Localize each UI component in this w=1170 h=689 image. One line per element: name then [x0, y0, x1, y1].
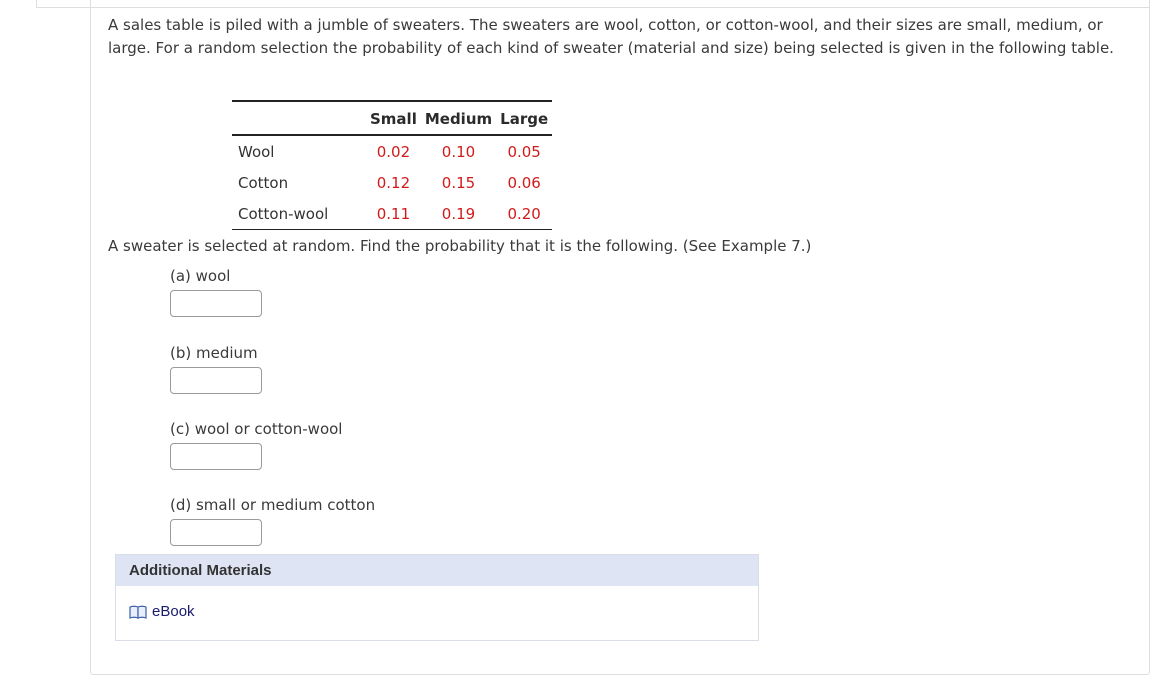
additional-materials-title: Additional Materials	[116, 555, 758, 586]
table-row	[232, 167, 552, 198]
ebook-link[interactable]	[129, 603, 195, 620]
part-b-answer-input[interactable]	[170, 367, 262, 394]
cell-value: 0.15	[441, 174, 476, 192]
part-b	[170, 343, 262, 394]
table-corner	[232, 101, 366, 135]
part-c-label: (c) wool or cotton-wool	[170, 420, 343, 438]
part-a	[170, 266, 262, 317]
cell-value: 0.06	[507, 174, 541, 192]
cell-value: 0.20	[507, 205, 541, 223]
col-header-large: Large	[496, 101, 552, 135]
part-d	[170, 495, 375, 546]
probability-table	[232, 100, 552, 230]
part-a-label: (a) wool	[170, 267, 231, 285]
book-icon	[129, 605, 147, 619]
part-a-answer-input[interactable]	[170, 290, 262, 317]
cell-value: 0.12	[376, 174, 411, 192]
ebook-label: eBook	[152, 603, 195, 620]
part-c-answer-input[interactable]	[170, 443, 262, 470]
question-prompt: A sweater is selected at random. Find the probability that it is the following. (See Example 7.)	[108, 237, 812, 255]
part-d-label: (d) small or medium cotton	[170, 496, 376, 514]
table-header-row	[232, 101, 552, 135]
table-row	[232, 135, 552, 167]
additional-materials-panel	[115, 554, 759, 641]
cell-value: 0.05	[507, 143, 541, 161]
cell-value: 0.11	[376, 205, 411, 223]
col-header-small: Small	[366, 101, 421, 135]
row-label-cotton-wool: Cotton-wool	[238, 205, 329, 223]
col-header-medium: Medium	[421, 101, 496, 135]
problem-intro: A sales table is piled with a jumble of sweaters. The sweaters are wool, cotton, or cotton-wool, and their sizes are small, medium, or large. For a random selection the probability of each kind of sweater (material and size) being selected is given in the following table.	[108, 16, 1114, 57]
row-label-cotton: Cotton	[238, 174, 289, 192]
row-label-wool: Wool	[238, 143, 275, 161]
part-d-answer-input[interactable]	[170, 519, 262, 546]
table-row	[232, 198, 552, 230]
cell-value: 0.19	[441, 205, 476, 223]
cell-value: 0.10	[441, 143, 476, 161]
part-b-label: (b) medium	[170, 344, 258, 362]
part-c	[170, 419, 342, 470]
cell-value: 0.02	[376, 143, 411, 161]
